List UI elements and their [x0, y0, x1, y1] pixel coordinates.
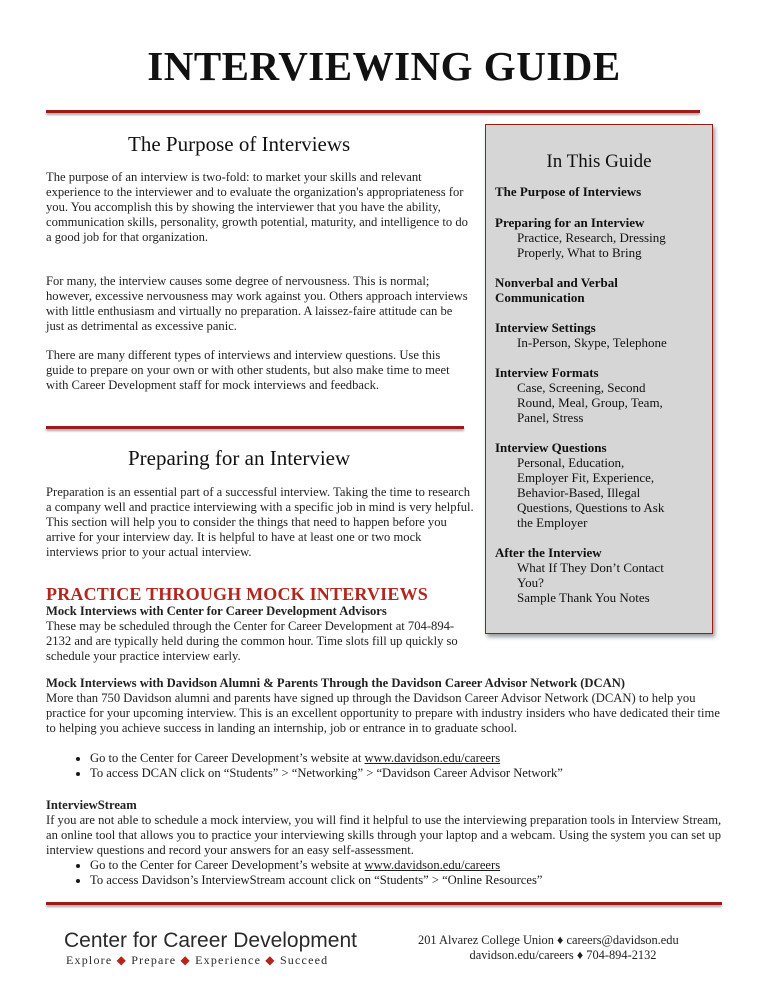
tagline-word: Experience: [195, 953, 262, 967]
sidebar-section-purpose: [495, 184, 712, 199]
sidebar-section-after: [495, 545, 712, 605]
sidebar-section-sub: Panel, Stress: [517, 410, 584, 425]
purpose-heading: The Purpose of Interviews: [128, 132, 351, 156]
dcan-bullets: [46, 751, 736, 781]
advisors-title: Mock Interviews with Center for Career Development Advisors: [46, 604, 387, 618]
preparing-paragraph: Preparation is an essential part of a successful interview. Taking the time to research a company well and practice interviewing with a specific job in mind is very helpful. This section will help you to consider the things that need to happen before you arrive for your interview day. It is helpful to have at least one or two mock interviews prior to your actual interview.: [46, 485, 474, 559]
is-bullet-website: [90, 858, 736, 873]
sidebar-section-preparing: [495, 215, 712, 260]
sidebar-section-head: The Purpose of Interviews: [495, 184, 642, 199]
sidebar-section-sub: Sample Thank You Notes: [517, 590, 650, 605]
preparing-heading: Preparing for an Interview: [128, 446, 351, 470]
sidebar-section-sub: In-Person, Skype, Telephone: [517, 335, 667, 350]
diamond-icon: ◆: [265, 953, 276, 967]
dcan-bullet-access: • To access DCAN click on “Students” > “Networking” > “Davidson Career Advisor Network”: [90, 766, 736, 781]
sidebar-section-questions: [495, 440, 712, 530]
title-divider: [46, 110, 700, 113]
sidebar-section-sub: Employer Fit, Experience,: [517, 470, 655, 485]
sidebar-section-sub: Case, Screening, Second: [517, 380, 646, 395]
footer-brand-name: Center for Career Development: [64, 929, 357, 952]
interviewstream-text: If you are not able to schedule a mock interview, you will find it helpful to use the interviewing preparation tools in Interview Stream, an online tool that allows you to practice your interviewing skills through your laptop and a webcam. Using the system you can set up interview questions and record your answers for an easy self-assessment.: [46, 813, 722, 857]
sidebar-section-formats: [495, 365, 712, 425]
tagline-word: Explore: [66, 953, 113, 967]
sidebar-section-head: Preparing for an Interview: [495, 215, 645, 230]
sidebar-section-sub: What If They Don’t Contact: [517, 560, 664, 575]
section-divider: [46, 426, 464, 429]
interviewstream-bullets: [46, 858, 736, 888]
page-title: INTERVIEWING GUIDE: [147, 43, 621, 89]
sidebar-title: In This Guide: [546, 151, 652, 172]
in-this-guide-box: [485, 124, 713, 634]
bullet-text: Go to the Center for Career Development’s website at: [90, 858, 365, 872]
purpose-paragraph-2: For many, the interview causes some degree of nervousness. This is normal; however, excessive nervousness may work against you. Others approach interviews with little enthusiasm and virtually no preparation. A laissez-faire attitude can be just as detrimental as excessive panic.: [46, 274, 468, 333]
purpose-paragraph-1: The purpose of an interview is two-fold: to market your skills and relevant experience to the interviewer and to evaluate the organization's appropriateness for you. You accomplish this by showing the interviewer that you have the ability, communication skills, personality, growth potential, maturity, and intelligence to do a good job for that organization.: [46, 170, 468, 244]
diamond-icon: ◆: [116, 953, 128, 967]
sidebar-section-settings: [495, 320, 712, 350]
sidebar-section-sub: Properly, What to Bring: [517, 245, 642, 260]
sidebar-section-sub: Questions, Questions to Ask: [517, 500, 665, 515]
practice-heading: PRACTICE THROUGH MOCK INTERVIEWS: [46, 584, 428, 604]
footer-divider: [46, 902, 722, 905]
footer-web-phone: davidson.edu/careers ♦ 704-894-2132: [469, 948, 657, 962]
sidebar-section-sub: Round, Meal, Group, Team,: [517, 395, 663, 410]
purpose-paragraph-3: There are many different types of interviews and interview questions. Use this guide to prepare on your own or with other students, but also make time to meet with Career Development staff for mock interviews and feedback.: [46, 348, 450, 392]
sidebar-section-head: Interview Questions: [495, 440, 607, 455]
sidebar-section-sub: Practice, Research, Dressing: [517, 230, 666, 245]
careers-website-link[interactable]: www.davidson.edu/careers: [364, 751, 501, 765]
sidebar-section-sub: You?: [517, 575, 544, 590]
dcan-title: Mock Interviews with Davidson Alumni & Parents Through the Davidson Career Advisor Network (DCAN): [46, 676, 625, 690]
bullet-text: Go to the Center for Career Development’s website at: [90, 751, 365, 765]
footer-address: 201 Alvarez College Union ♦ careers@davidson.edu: [418, 933, 679, 947]
dcan-text: More than 750 Davidson alumni and parents have signed up through the Davidson Career Advisor Network (DCAN) to help you practice for your upcoming interview. This is an excellent opportunity to prepare with industry insiders who have dedicated their time to helping you achieve success in landing an internship, job or entrance in to graduate school.: [46, 691, 720, 735]
sidebar-section-head: After the Interview: [495, 545, 602, 560]
tagline-word: Prepare: [131, 953, 177, 967]
careers-website-link[interactable]: www.davidson.edu/careers: [364, 858, 501, 872]
sidebar-section-sub: the Employer: [517, 515, 588, 530]
footer-tagline: [66, 953, 328, 968]
sidebar-section-head: Interview Settings: [495, 320, 596, 335]
is-bullet-access: • To access Davidson’s InterviewStream account click on “Students” > “Online Resources”: [90, 873, 736, 888]
sidebar-section-sub: Personal, Education,: [517, 455, 625, 470]
diamond-icon: ◆: [180, 953, 191, 967]
sidebar-section-head: Nonverbal and Verbal: [495, 275, 618, 290]
interviewstream-title: InterviewStream: [46, 798, 137, 812]
tagline-word: Succeed: [279, 953, 329, 967]
sidebar-section-head: Interview Formats: [495, 365, 599, 380]
sidebar-section-communication: [495, 275, 712, 305]
sidebar-section-sub: Behavior-Based, Illegal: [517, 485, 641, 500]
advisors-text: These may be scheduled through the Center for Career Development at 704-894-2132 and are typically held during the common hour. Time slots fill up quickly so schedule your practice interview early.: [46, 619, 458, 663]
sidebar-section-head-cont: Communication: [495, 290, 585, 305]
dcan-bullet-website: [90, 751, 736, 766]
